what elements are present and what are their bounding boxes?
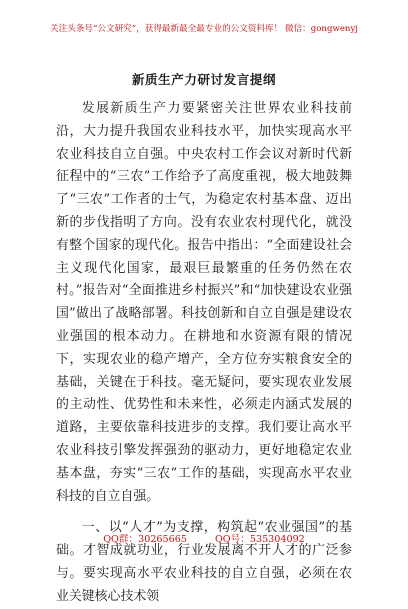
footer-qq-group: QQ群：30265665 — [103, 534, 187, 545]
footer-contact — [0, 531, 408, 545]
section-paragraph: 一、以“人才”为支撑，构筑起“农业强国”的基础。才智成就功业，行业发展离不开人才的广泛参与。要实现高水平农业科技的自立自强，必须在农业关键核心技术领 — [56, 520, 352, 604]
header-notice: 关注头条号“公文研究”，获得最新最全最专业的公文资料库！ 微信：gongwenyj — [50, 24, 358, 34]
body-paragraph: 发展新质生产力要紧密关注世界农业科技前沿，大力提升我国农业科技水平，加快实现高水平农业科技自立自强。中央农村工作会议对新时代新征程中的“三农”工作给予了高度重视，极大地鼓舞了“三农”工作者的士气，为稳定农村基本盘、迈出新的步伐指明了方向。没有农业农村现代化，就没有整个国家的现代化。报告中指出：“全面建设社会主义现代化国家，最艰巨最繁重的任务仍然在农村。”报告对“全面推进乡村振兴”和“加快建设农业强国”做出了战略部署。科技创新和自立自强是建设农业强国的根本动力。在耕地和水资源有限的情况下，实现农业的稳产增产，全方位夯实粮食安全的基础，关键在于科技。毫无疑问，要实现农业发展的主动性、优势性和未来性，必须走内涵式发展的道路，主要依靠科技进步的支撑。我们要让高水平农业科技引擎发挥强劲的驱动力，更好地稳定农业基本盘，夯实“三农”工作的基础，实现高水平农业科技的自立自强。 — [56, 101, 352, 504]
footer-qq-number: QQ号：535304092 — [214, 534, 305, 545]
document-title: 新质生产力研讨发言提纲 — [131, 72, 277, 87]
